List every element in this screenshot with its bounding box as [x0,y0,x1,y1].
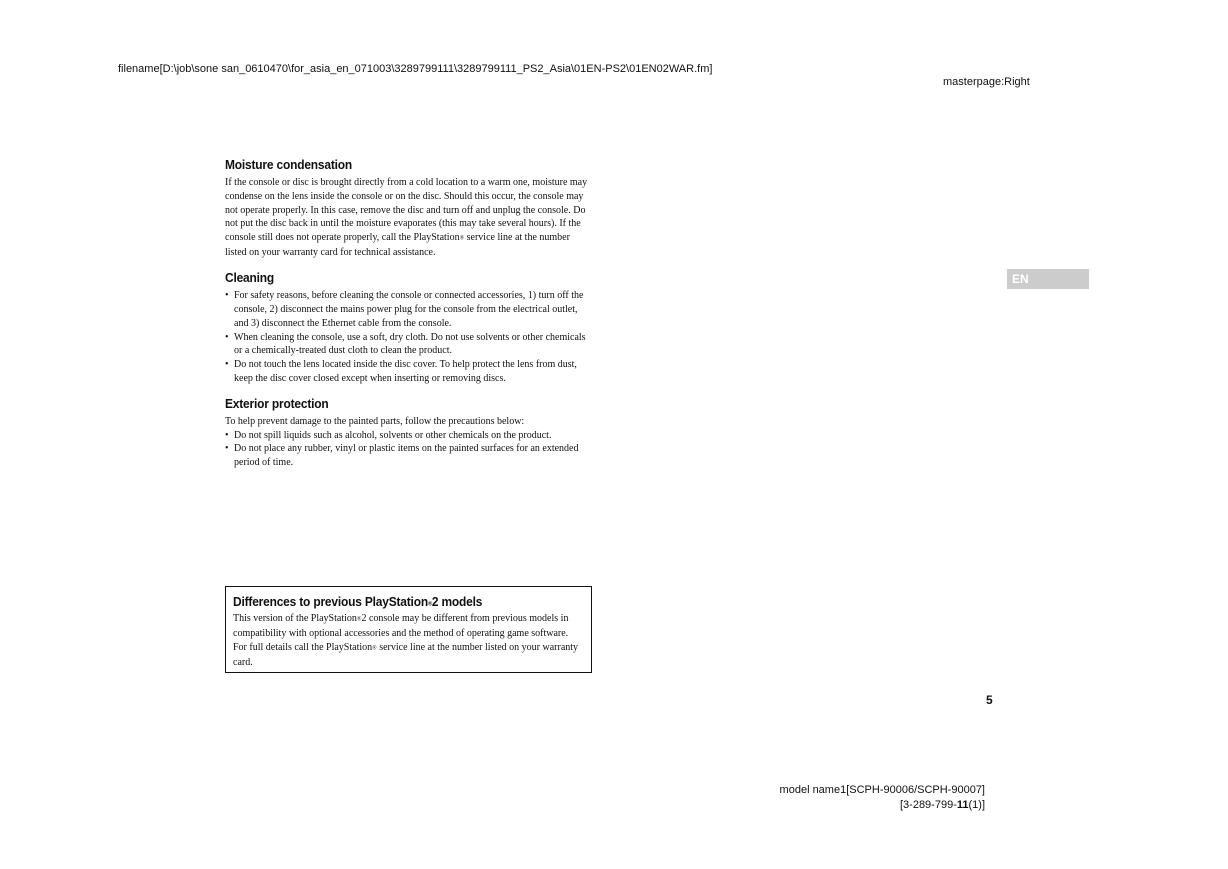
list-item: • Do not spill liquids such as alcohol, solvents or other chemicals on the product. [225,429,592,443]
exterior-intro: To help prevent damage to the painted parts, follow the precautions below: [225,415,525,427]
footer-code-pre: [3-289-799- [899,799,957,811]
note-title-text-1: Differences to previous PlayStation [233,594,428,609]
registered-mark: ® [427,601,432,608]
registered-mark: ® [356,616,362,623]
registered-mark: ® [459,235,465,242]
section-exterior [225,396,592,470]
note-box-title [233,594,556,609]
note-body-text-2: 2 console may be different from previous models in compatibility with optional accessories and the method of operating game software. For full details call the PlayStation [233,613,569,654]
cleaning-list [225,289,592,386]
moisture-text-1: If the console or disc is brought directly from a cold location to a warm one, moisture may condense on the lens inside the console or on the disc. Should this occur, the console may not operate properly. In this case, remove the disc and turn off and unplug the console. Do not put the disc back in until the moisture evaporates (this may take several hours). If the console still does not operate properly, call the PlayStation [225,177,588,244]
list-item: • Do not place any rubber, vinyl or plastic items on the painted surfaces for an extended period of time. [225,442,592,470]
registered-mark: ® [372,645,377,652]
footer-code [780,798,985,813]
section-moisture [225,157,592,260]
list-item: • For safety reasons, before cleaning the console or connected accessories, 1) turn off the console, 2) disconnect the mains power plug for the console from the electrical outlet, and 3) disconnect the Ethernet cable from the console. [225,289,592,330]
main-column [225,157,592,480]
page-number: 5 [986,693,993,707]
note-box [225,586,592,673]
list-item: • Do not touch the lens located inside the disc cover. To help protect the lens from dust, keep the disc cover closed except when inserting or removing discs. [225,358,592,386]
footer-code-bold: 11 [956,799,969,811]
note-body-text-3: service line at the number listed on your warranty card. [233,642,579,669]
footer-model-line: model name1[SCPH-90006/SCPH-90007] [779,784,985,796]
exterior-list [225,429,592,470]
header-filename: filename[D:\job\sone san_0610470\for_asia_en_071003\3289799111\3289799111_PS2_Asia\01EN-PS2\01EN02WAR.fm] [118,63,713,75]
language-tab: EN [1007,269,1089,289]
footer-code-post: (1)] [968,799,985,811]
section-title-moisture: Moisture condensation [225,157,353,172]
footer-model [780,783,985,813]
note-box-body [233,612,584,670]
section-cleaning [225,270,592,386]
section-title-cleaning: Cleaning [225,270,275,286]
note-body-text-1: This version of the PlayStation [233,613,357,624]
note-title-text-2: 2 models [431,594,483,609]
section-title-exterior: Exterior protection [225,395,329,411]
header-masterpage: masterpage:Right [943,76,1030,88]
section-body-moisture [225,176,592,260]
moisture-text-2: service line at the number listed on your warranty card for technical assistance. [225,232,570,259]
list-item: • When cleaning the console, use a soft, dry cloth. Do not use solvents or other chemicals or a chemically-treated dust cloth to clean the product. [225,331,592,359]
